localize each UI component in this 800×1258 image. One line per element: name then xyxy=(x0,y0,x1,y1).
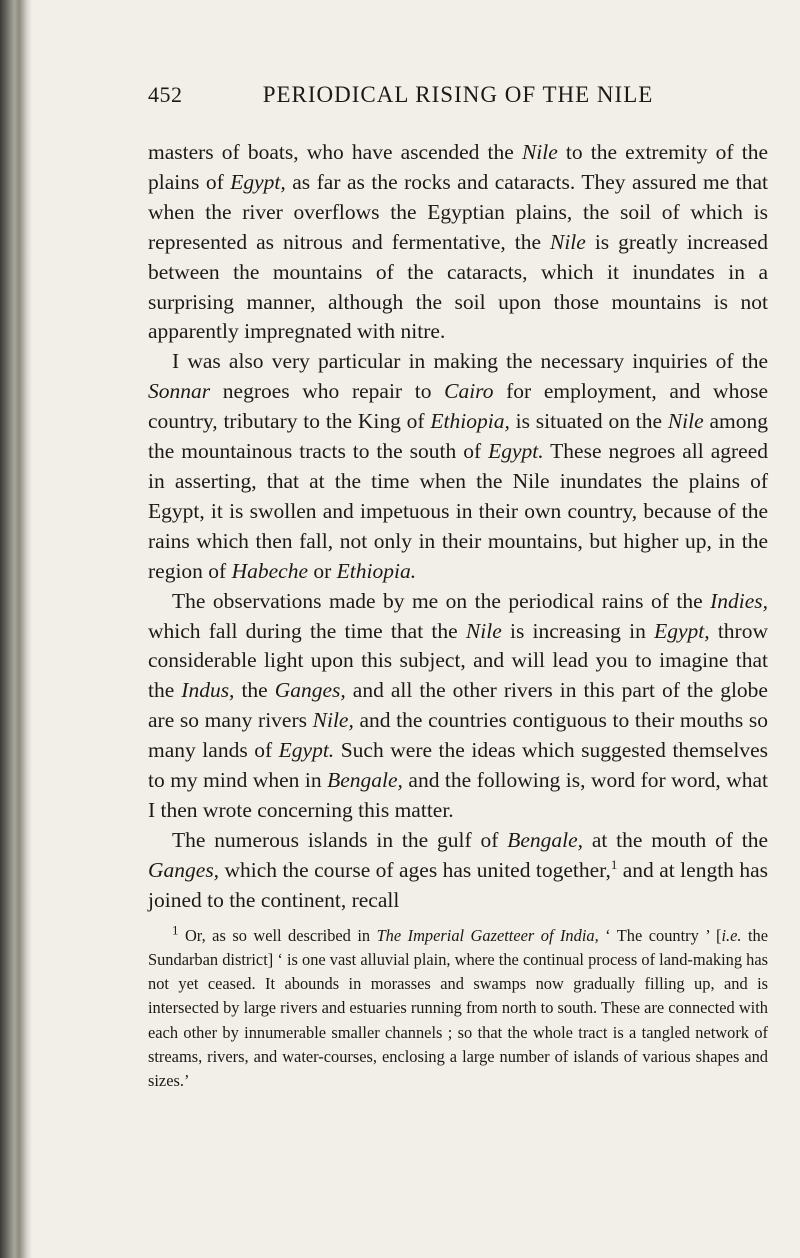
text-run: Or, as so well described in xyxy=(178,925,377,945)
text-run: the Sundarban district] ‘ is one vast alluvial plain, where the continual process of land-making has not yet ceased. It abounds in morasses and swamps now gradually filling up, and is intersected by large rivers and estuaries running from north to south. These are connected with each other by innumerable smaller channels ; so that the whole tract is a tangled network of streams, rivers, and water-courses, enclosing a large number of islands of various shapes and sizes.’ xyxy=(148,925,768,1091)
italic-text: Egypt, xyxy=(230,169,286,194)
paragraph-p1 xyxy=(148,138,768,347)
italic-text: Sonnar xyxy=(148,379,211,404)
text-run: for employment, and whose country, tributary to the King of xyxy=(148,379,768,434)
italic-text: Cairo xyxy=(444,379,494,404)
italic-text: Egypt. xyxy=(488,439,544,464)
text-run: Such were the ideas which suggested themselves to my mind when in xyxy=(148,738,768,793)
italic-text: Indies, xyxy=(710,588,768,613)
italic-text: Egypt, xyxy=(654,618,710,643)
paragraph-p2 xyxy=(148,347,768,586)
footnote-marker: 1 xyxy=(172,922,179,938)
footnote xyxy=(148,924,768,1094)
italic-text: Egypt. xyxy=(278,738,335,763)
text-run: and at length has joined to the continent, recall xyxy=(148,857,768,912)
italic-text: Nile xyxy=(521,140,558,164)
text-run: which the course of ages has united together, xyxy=(219,857,611,882)
paragraph-p3 xyxy=(148,587,768,826)
page-number: 452 xyxy=(148,82,183,107)
text-run: ‘ The country ’ [ xyxy=(598,925,722,945)
italic-text: i.e. xyxy=(721,925,742,945)
text-run: among the mountainous tracts to the south of xyxy=(148,409,768,464)
italic-text: Bengale, xyxy=(507,827,584,852)
text-run: at the mouth of the xyxy=(583,827,768,852)
body-text xyxy=(148,138,768,916)
text-run: which fall during the time that the xyxy=(148,618,466,643)
text-run: negroes who repair to xyxy=(210,379,445,404)
text-run: and all the other rivers in this part of the globe are so many rivers xyxy=(148,678,768,733)
italic-text: The Imperial Gazetteer of India, xyxy=(376,925,599,945)
running-title: PERIODICAL RISING OF THE NILE xyxy=(262,82,654,107)
text-run: is increasing in xyxy=(501,618,655,643)
text-run: as far as the rocks and cataracts. They assured me that when the river overflows the Egyptian plains, the soil of which is represented as nitrous and fermentative, the xyxy=(148,169,768,254)
italic-text: Ganges, xyxy=(274,678,346,703)
paragraph-p4 xyxy=(148,826,768,916)
text-run: and the countries contiguous to their mouths so many lands of xyxy=(148,708,768,763)
text-run: to the extremity of the plains of xyxy=(148,140,768,194)
italic-text: Nile xyxy=(549,229,586,254)
italic-text: Nile xyxy=(667,409,704,434)
italic-text: Bengale, xyxy=(327,768,403,793)
text-run: masters of boats, who have ascended the xyxy=(148,140,522,164)
italic-text: Ethiopia, xyxy=(430,409,510,434)
text-run: is situated on the xyxy=(509,409,668,434)
text-run: or xyxy=(308,558,337,583)
book-page xyxy=(148,82,768,1094)
text-run: the xyxy=(234,678,275,703)
text-run: The numerous islands in the gulf of xyxy=(172,827,508,852)
italic-text: Ganges, xyxy=(148,857,220,882)
italic-text: Habeche xyxy=(231,558,308,583)
text-run: The observations made by me on the periodical rains of the xyxy=(172,588,711,613)
text-run: I was also very particular in making the necessary inquiries of the xyxy=(172,349,768,374)
page-header xyxy=(148,82,768,118)
italic-text: Indus, xyxy=(181,678,235,703)
italic-text: Nile, xyxy=(312,708,354,733)
italic-text: Ethiopia. xyxy=(336,558,417,583)
text-run: throw considerable light upon this subject, and will lead you to imagine that the xyxy=(148,618,768,703)
italic-text: Nile xyxy=(465,618,502,643)
footnote-marker: 1 xyxy=(610,856,618,872)
text-run: and the following is, word for word, what I then wrote concerning this matter. xyxy=(148,768,768,822)
text-run: is greatly increased between the mountains of the cataracts, which it inundates in a surprising manner, although the soil upon those mountains is not apparently impregnated with nitre. xyxy=(148,229,769,344)
book-binding-edge xyxy=(0,0,32,1258)
text-run: These negroes all agreed in asserting, that at the time when the Nile inundates the plains of Egypt, it is swollen and impetuous in their own country, because of the rains which then fall, not only in their mountains, but higher up, in the region of xyxy=(148,439,768,583)
